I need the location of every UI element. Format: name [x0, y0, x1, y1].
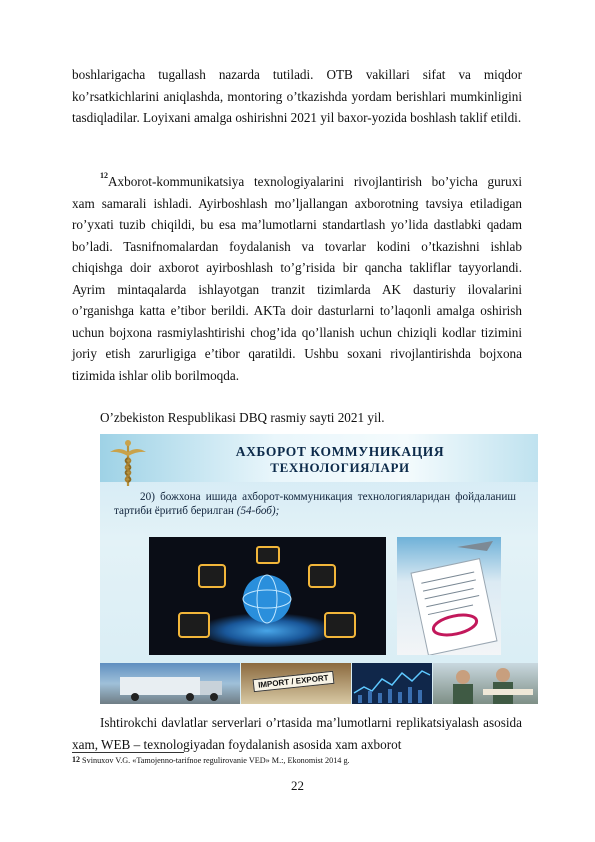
- ict-figure: [100, 434, 538, 704]
- footnote-divider: [72, 752, 184, 753]
- customs-document-photo: [397, 537, 501, 655]
- figure-body-text: [114, 490, 516, 518]
- footnote-ref-12[interactable]: 12: [100, 171, 108, 180]
- paragraph-ict-group: [72, 171, 522, 386]
- customs-officers-photo: [433, 663, 538, 704]
- stock-chart-icon: [352, 663, 432, 704]
- stock-chart-photo: [352, 663, 432, 704]
- truck-photo: [100, 663, 240, 704]
- import-export-label: IMPORT / EXPORT: [253, 671, 335, 692]
- figure-body-sentence: божхона ишида ахборот-коммуникация технологияларидан фойдаланиш тартиби ёритиб берилган: [114, 491, 516, 517]
- document-stamp-icon: [397, 537, 501, 655]
- truck-icon: [100, 663, 240, 704]
- source-caption: O’zbekiston Respublikasi DBQ rasmiy sayti 2021 yil.: [100, 410, 385, 425]
- officers-icon: [433, 663, 538, 704]
- footnote-12: [72, 755, 532, 766]
- figure-item-number: 20): [140, 491, 155, 503]
- paragraph-ict-group-text: Axborot-kommunikatsiya texnologiyalarini rivojlantirish bo’yicha guruxi xam samarali ishladi. Ayirboshlash mo’ljallangan axborotning tavsiya etiladigan ro’yxati tuzib chiqildi, bu esa ma’lumotlarni standartlash yo’lida dastlabki qadam bo’ladi. Tasnifnomalardan foydalanish va tovarlar kodini o’tkazishni ishlab chiqishga doir axborot ayirboshlash to’g’risida bir qancha takliflar tayyorlandi. Ayrim mintaqalarda ishlayotgan tranzit tizimlarda AK dasturiy ilovalarini o’rganishga katta e’tibor berildi. AKTa doir dasturlarni to’laqonli amalga oshirish uchun bojxona rasmiylashtirishi chog’ida qo’llanish uchun chiziqli kodlar tizimini joriy etish zarurligiga e’tibor qaratildi. Ushbu soxani rivojlantirishda bojxona tizimida ishlar olib borilmoqda.: [72, 174, 522, 383]
- page-number: 22: [291, 778, 304, 793]
- figure-title-line2: ТЕХНОЛОГИЯЛАРИ: [270, 460, 410, 475]
- footnote-text: Svinuxov V.G. «Tamojenno-tarifnoe regulirovanie VED» M.:, Ekonomist 2014 g.: [82, 756, 350, 765]
- caduceus-emblem-icon: [106, 438, 150, 488]
- globe-network-icon: [149, 537, 386, 655]
- import-export-photo: [241, 663, 351, 704]
- footnote-number: 12: [72, 755, 80, 764]
- figure-chapter-ref: (54-боб);: [236, 505, 280, 517]
- paragraph-replication: Ishtirokchi davlatlar serverlari o’rtasida ma’lumotlarni replikatsiyalash asosida xam, WEB – texnologiyadan foydalanish asosida xam axborot: [72, 715, 522, 752]
- paragraph-project-start: boshlarigacha tugallash nazarda tutiladi. OTB vakillari sifat va miqdor ko’rsatkichlarini aniqlashda, montoring o’tkazishda yordam berishlari mumkinligini tasdiqladilar. Loyixani amalga oshirishni 2021 yil baxor-yozida boshlash taklif etildi.: [72, 67, 522, 125]
- figure-title-line1: АХБОРОТ КОММУНИКАЦИЯ: [235, 444, 445, 459]
- globe-network-photo: [149, 537, 386, 655]
